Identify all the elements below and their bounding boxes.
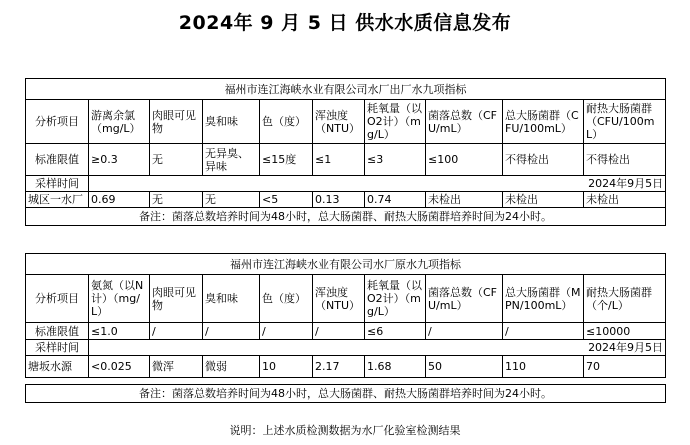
header-cell: 氨氮（以N计）（mg/L）	[89, 275, 150, 323]
table-note: 备注：菌落总数培养时间为48小时，总大肠菌群、耐热大肠菌群培养时间为24小时。	[26, 385, 666, 403]
header-cell: 浑浊度（NTU）	[313, 275, 365, 323]
sample-time-label: 采样时间	[26, 176, 89, 192]
row-cell: 10	[260, 356, 313, 378]
row-cell: 70	[584, 356, 666, 378]
page-title: 2024年 9 月 5 日 供水水质信息发布	[178, 12, 512, 34]
sample-time-row	[26, 176, 666, 192]
row-cell: 0.13	[313, 192, 365, 208]
header-cell: 菌落总数（CFU/mL）	[426, 275, 503, 323]
header-cell: 色（度）	[260, 100, 313, 144]
header-cell: 耗氧量（以O2计）（mg/L）	[365, 100, 426, 144]
row-cell: 未检出	[426, 192, 503, 208]
row-cell: 城区一水厂	[26, 192, 89, 208]
limit-cell: 不得检出	[584, 144, 666, 176]
header-cell: 分析项目	[26, 275, 89, 323]
limit-cell: 无	[150, 144, 203, 176]
row-cell: 无	[203, 192, 260, 208]
limit-cell: 无异臭、异味	[203, 144, 260, 176]
row-cell: <0.025	[89, 356, 150, 378]
sample-time-label: 采样时间	[26, 340, 89, 356]
row-cell: 未检出	[584, 192, 666, 208]
row-cell: 0.69	[89, 192, 150, 208]
row-cell: 无	[150, 192, 203, 208]
row-cell: 50	[426, 356, 503, 378]
limit-cell: /	[313, 323, 365, 340]
header-cell: 浑浊度（NTU）	[313, 100, 365, 144]
limit-cell: ≥0.3	[89, 144, 150, 176]
header-cell: 菌落总数（CFU/mL）	[426, 100, 503, 144]
header-cell: 肉眼可见物	[150, 100, 203, 144]
limit-cell: /	[203, 323, 260, 340]
row-cell: 110	[503, 356, 584, 378]
row-cell: 0.74	[365, 192, 426, 208]
row-cell: 未检出	[503, 192, 584, 208]
finished-water-table	[25, 78, 666, 226]
row-cell: 2.17	[313, 356, 365, 378]
limit-cell: ≤3	[365, 144, 426, 176]
header-row	[26, 100, 666, 144]
header-cell: 分析项目	[26, 100, 89, 144]
header-cell: 总大肠菌群（CFU/100mL）	[503, 100, 584, 144]
table-row	[26, 356, 666, 378]
limit-cell: /	[150, 323, 203, 340]
header-cell: 耗氧量（以O2计）（mg/L）	[365, 275, 426, 323]
header-cell: 耐热大肠菌群（CFU/100mL）	[584, 100, 666, 144]
row-cell: 微弱	[203, 356, 260, 378]
limit-cell: ≤100	[426, 144, 503, 176]
footer-note: 说明：上述水质检测数据为水厂化验室检测结果	[229, 424, 461, 437]
row-cell: 塘坂水源	[26, 356, 89, 378]
header-cell: 臭和味	[203, 100, 260, 144]
raw-water-table	[25, 253, 666, 403]
sample-date: 2024年9月5日	[89, 176, 666, 192]
limits-row	[26, 323, 666, 340]
row-cell: 1.68	[365, 356, 426, 378]
limit-cell: 标准限值	[26, 323, 89, 340]
table-note: 备注：菌落总数培养时间为48小时，总大肠菌群、耐热大肠菌群培养时间为24小时。	[26, 208, 666, 226]
spacer-row	[26, 378, 666, 385]
limit-cell: 标准限值	[26, 144, 89, 176]
limit-cell: 不得检出	[503, 144, 584, 176]
row-cell: 微浑	[150, 356, 203, 378]
header-cell: 臭和味	[203, 275, 260, 323]
limits-row	[26, 144, 666, 176]
limit-cell: ≤10000	[584, 323, 666, 340]
header-cell: 色（度）	[260, 275, 313, 323]
header-row	[26, 275, 666, 323]
table-caption: 福州市连江海峡水业有限公司水厂原水九项指标	[26, 254, 666, 275]
sample-time-row	[26, 340, 666, 356]
limit-cell: ≤6	[365, 323, 426, 340]
limit-cell: ≤1.0	[89, 323, 150, 340]
header-cell: 游离余氯（mg/L）	[89, 100, 150, 144]
limit-cell: /	[426, 323, 503, 340]
header-cell: 耐热大肠菌群（个/L）	[584, 275, 666, 323]
table-caption: 福州市连江海峡水业有限公司水厂出厂水九项指标	[26, 79, 666, 100]
row-cell: <5	[260, 192, 313, 208]
sample-date: 2024年9月5日	[89, 340, 666, 356]
limit-cell: ≤1	[313, 144, 365, 176]
header-cell: 肉眼可见物	[150, 275, 203, 323]
limit-cell: /	[503, 323, 584, 340]
limit-cell: ≤15度	[260, 144, 313, 176]
table-row	[26, 192, 666, 208]
limit-cell: /	[260, 323, 313, 340]
header-cell: 总大肠菌群（MPN/100mL）	[503, 275, 584, 323]
